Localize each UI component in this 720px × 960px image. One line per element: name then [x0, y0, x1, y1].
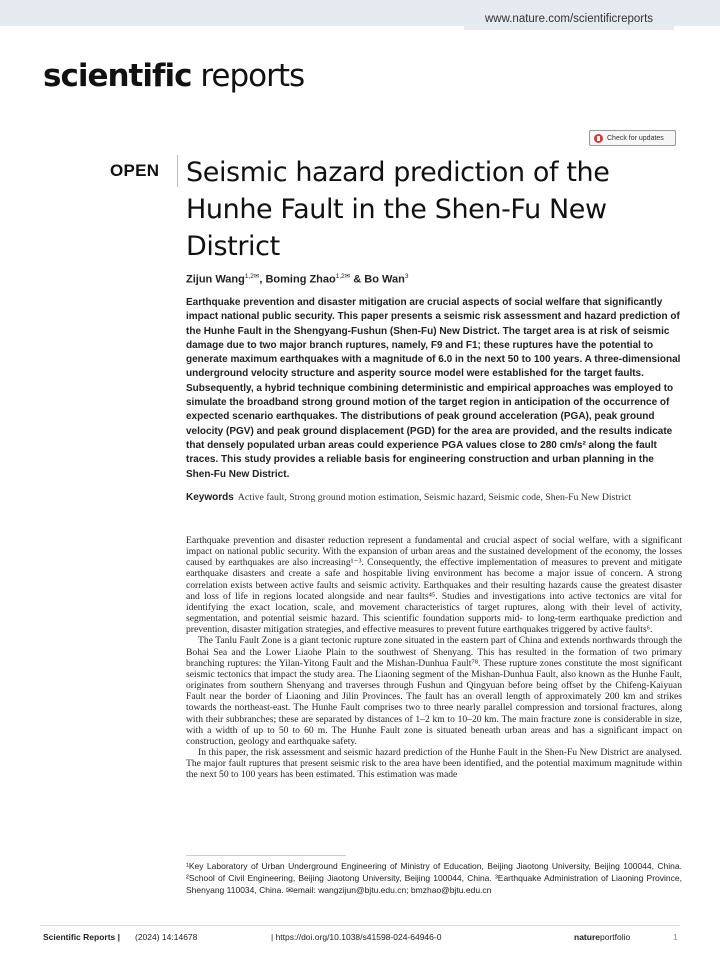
check-updates-label: Check for updates — [607, 134, 664, 142]
body-paragraph: Earthquake prevention and disaster reduction represent a fundamental and crucial aspect of social welfare, with a significant impact on national public security. With the expansion of urban areas and the sustained development of the economy, the losses caused by earthquakes are also increasing¹⁻³. Consequently, the effective implementation of measures to prevent and mitigate earthquake disasters and create a safe and hospitable living environment has become a major issue of concern. A strong correlation exists between active faults and seismic activity. Earthquakes and their resulting hazards cause the greatest disaster and loss of life in regions located alongside and near faults⁴⁵. Studies and investigations into active tectonics are vital for identifying the exact location, scale, and movement characteristics of target ruptures, along with their level of activity, segmentation, and potential seismic hazard. This scientific foundation supports mid- to long-term earthquake prediction and prevention, disaster mitigation strategies, and effective measures to prevent future earthquakes triggered by active faults⁶. — [186, 535, 682, 636]
keywords — [186, 492, 676, 505]
title-divider — [177, 155, 178, 187]
journal-url[interactable]: www.nature.com/scientificreports — [464, 8, 674, 30]
body-text — [186, 535, 682, 780]
affiliation-divider — [186, 855, 346, 856]
abstract: Earthquake prevention and disaster mitigation are crucial aspects of social welfare that significantly impact national public security. This paper presents a seismic risk assessment and hazard prediction of the Hunhe Fault in the Shengyang-Fushun (Shen-Fu) New District. The target area is at risk of seismic damage due to two major branch ruptures, namely, F9 and F1; these ruptures have the potential to generate maximum earthquakes with a magnitude of 6.0 in the next 50 to 100 years. A three-dimensional underground velocity structure and asperity source model were established for the target faults. Subsequently, a hybrid technique combining deterministic and empirical approaches was employed to simulate the broadband strong ground motion of the target region in anticipation of the occurrence of expected scenario earthquakes. The distributions of peak ground acceleration (PGA), peak ground velocity (PGV) and peak ground displacement (PGD) for the area are provided, and the results indicate that densely populated urban areas could experience PGA values close to 280 cm/s² along the fault traces. This study provides a reliable basis for engineering construction and urban planning in the Shen-Fu New District. — [186, 297, 681, 480]
author-name[interactable]: Zijun Wang — [186, 273, 245, 286]
body-paragraph: The Tanlu Fault Zone is a giant tectonic rupture zone situated in the eastern part of China and extends northwards through the Bohai Sea and the Lower Liaohe Plain to the southwest of Shenyang. This has resulted in the formation of two primary branching ruptures: the Yilan-Yitong Fault and the Mishan-Dunhua Fault⁷⁸. These rupture zones constitute the most significant seismic tectonics that impact the study area. The Liaoning segment of the Mishan-Dunhua Fault, also known as the Hunhe Fault, originates from southern Shenyang and traverses through Fushun and Qingyuan before being offset by the Chifeng-Kaiyuan Fault near the border of Liaoning and Jilin Provinces. The fault has an overall length of approximately 200 km and strikes towards the northeast-east. The Hunhe Fault comprises two to three nearly parallel compression and torsional fractures, along with their subbranches; these are separated by distances of 1–2 km to 10–20 km. The main fracture zone is considerable in size, with a width of up to 50 to 60 m. The Hunhe Fault zone is situated beneath urban areas and has a significant impact on construction, geology and earthquake safety. — [186, 635, 682, 747]
body-paragraph: In this paper, the risk assessment and seismic hazard prediction of the Hunhe Fault in the Shen-Fu New District are analysed. The major fault ruptures that present seismic risk to the area have been identified, and the potential maximum magnitude within the next 50 to 100 years has been estimated. This estimation was made — [186, 746, 682, 781]
publisher-bold: nature — [574, 932, 600, 942]
author-name[interactable]: Bo Wan — [364, 273, 405, 286]
journal-brand[interactable] — [43, 58, 304, 94]
publisher-light: portfolio — [599, 932, 631, 942]
author-affiliation-mark: 1,2✉ — [335, 273, 351, 280]
author-list — [186, 272, 408, 286]
page-number: 1 — [673, 932, 678, 942]
check-updates-icon — [594, 134, 603, 143]
footer-volume: (2024) 14:14678 — [135, 932, 198, 942]
author-name[interactable]: Boming Zhao — [265, 273, 336, 286]
open-access-label: OPEN — [110, 161, 160, 180]
keywords-label: Keywords — [186, 492, 234, 503]
article-title: Seismic hazard prediction of the Hunhe Fault in the Shen-Fu New District — [186, 157, 610, 262]
affiliations: ¹Key Laboratory of Urban Underground Engineering of Ministry of Education, Beijing Jiaotong University, Beijing 100044, China. ²School of Civil Engineering, Beijing Jiaotong University, Beijing 100044, China. ³Earthquake Administration of Liaoning Province, Shenyang 110034, China. ✉email: wangzijun@bjtu.edu.cn; bmzhao@bjtu.edu.cn — [186, 861, 682, 895]
author-affiliation-mark: 1,2✉ — [244, 273, 260, 280]
brand-bold: scientific — [43, 58, 192, 94]
author-affiliation-mark: 3 — [404, 273, 409, 280]
brand-light: reports — [200, 58, 305, 94]
keywords-list: Active fault, Strong ground motion estimation, Seismic hazard, Seismic code, Shen-Fu New District — [237, 492, 632, 503]
author-separator: & — [350, 273, 365, 286]
footer-journal: Scientific Reports | — [43, 932, 121, 942]
footer-publisher-logo — [574, 932, 630, 942]
author-separator: , — [259, 273, 266, 286]
footer-doi-link[interactable]: | https://doi.org/10.1038/s41598-024-64946-0 — [271, 932, 442, 942]
check-for-updates-button[interactable] — [589, 130, 676, 146]
footer-divider — [40, 925, 680, 926]
